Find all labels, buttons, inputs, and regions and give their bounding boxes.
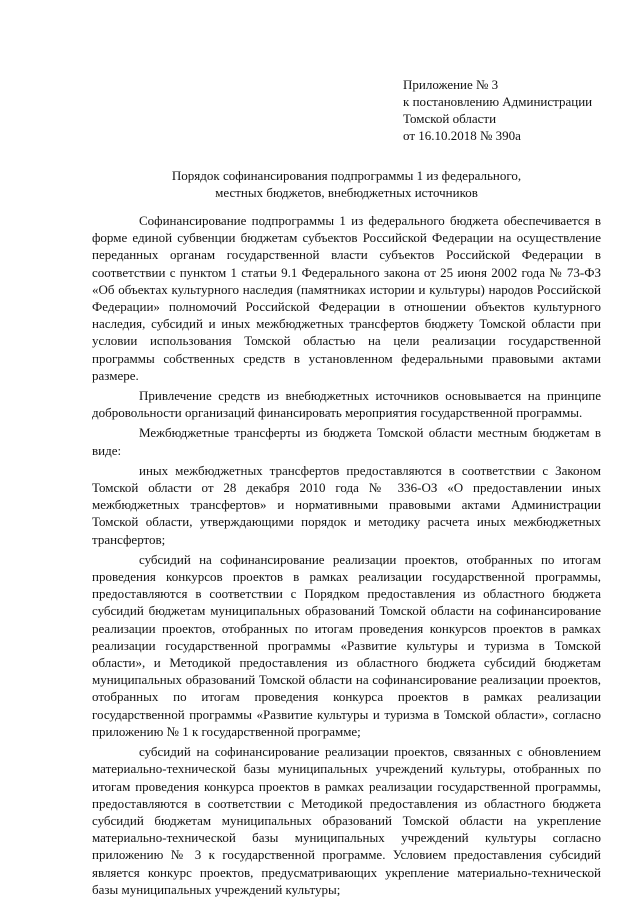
document-body <box>92 212 601 901</box>
appendix-region: Томской области <box>403 111 497 126</box>
paragraph-project-subsidies: субсидий на софинансирование реализации проектов, отобранных по итогам проведения конкурсов проектов в рамках реализации государственной программы, предоставляются в соответствии с Порядком предоставления из областного бюджета субсидий бюджетам муниципальных образований Томской области на софинансирование реализации проектов, отобранных по итогам проведения конкурсов проектов в рамках реализации государственной программы «Развитие культуры и туризма в Томской области», и Методикой предоставления из областного бюджета субсидий бюджетам муниципальных образований Томской области на софинансирование реализации проектов, отобранных по итогам проведения конкурса проектов в рамках реализации государственной программы «Развитие культуры и туризма в Томской области», согласно приложению № 1 к государственной программе; <box>92 551 601 739</box>
paragraph-transfers-intro: Межбюджетные трансферты из бюджета Томской области местным бюджетам в виде: <box>92 425 601 458</box>
paragraph-extrabudgetary: Привлечение средств из внебюджетных источников основывается на принципе добровольности организаций финансировать мероприятия государственной программы. <box>92 388 601 421</box>
paragraph-federal-funding: Софинансирование подпрограммы 1 из федерального бюджета обеспечивается в форме единой субвенции бюджетам субъектов Российской Федерации на осуществление переданных органам государственной власти субъектов Российской Федерации в соответствии с пунктом 1 статьи 9.1 Федерального закона от 25 июня 2002 года № 73-ФЗ «Об объектах культурного наследия (памятниках истории и культуры) народов Российской Федерации» полномочий Российской Федерации в отношении объектов культурного наследия, субсидий и иных межбюджетных трансфертов бюджету Томской области при условии использования Томской областью на цели реализации государственной программы собственных средств в установленном федеральными правовыми актами размере. <box>92 213 601 383</box>
appendix-date: от 16.10.2018 № 390а <box>403 128 521 143</box>
appendix-header <box>403 76 633 144</box>
paragraph-material-base-subsidies: субсидий на софинансирование реализации проектов, связанных с обновлением материально-технической базы муниципальных учреждений культуры, отобранных по итогам проведения конкурса проектов в рамках реализации государственной программы, предоставляются в соответствии с Методикой предоставления из областного бюджета субсидий бюджетам муниципальных образований Томской области на укрепление материально-технической базы муниципальных учреждений культуры согласно приложению № 3 к государственной программе. Условием предоставления субсидий является конкурс проектов, предусматривающих укрепление материально-технической базы муниципальных учреждений культуры; <box>92 744 601 897</box>
paragraph-other-transfers: иных межбюджетных трансфертов предоставляются в соответствии с Законом Томской области от 28 декабря 2010 года № 336-ОЗ «О предоставлении иных межбюджетных трансфертов» и нормативными правовыми актами Администрации Томской области, утверждающими порядок и методику расчета иных межбюджетных трансфертов; <box>92 462 601 547</box>
appendix-number: Приложение № 3 <box>403 77 499 92</box>
appendix-resolution-ref: к постановлению Администрации <box>403 94 593 109</box>
title-line-2: местных бюджетов, внебюджетных источников <box>215 185 478 200</box>
document-title <box>92 167 601 201</box>
title-line-1: Порядок софинансирования подпрограммы 1 из федерального, <box>171 168 522 183</box>
